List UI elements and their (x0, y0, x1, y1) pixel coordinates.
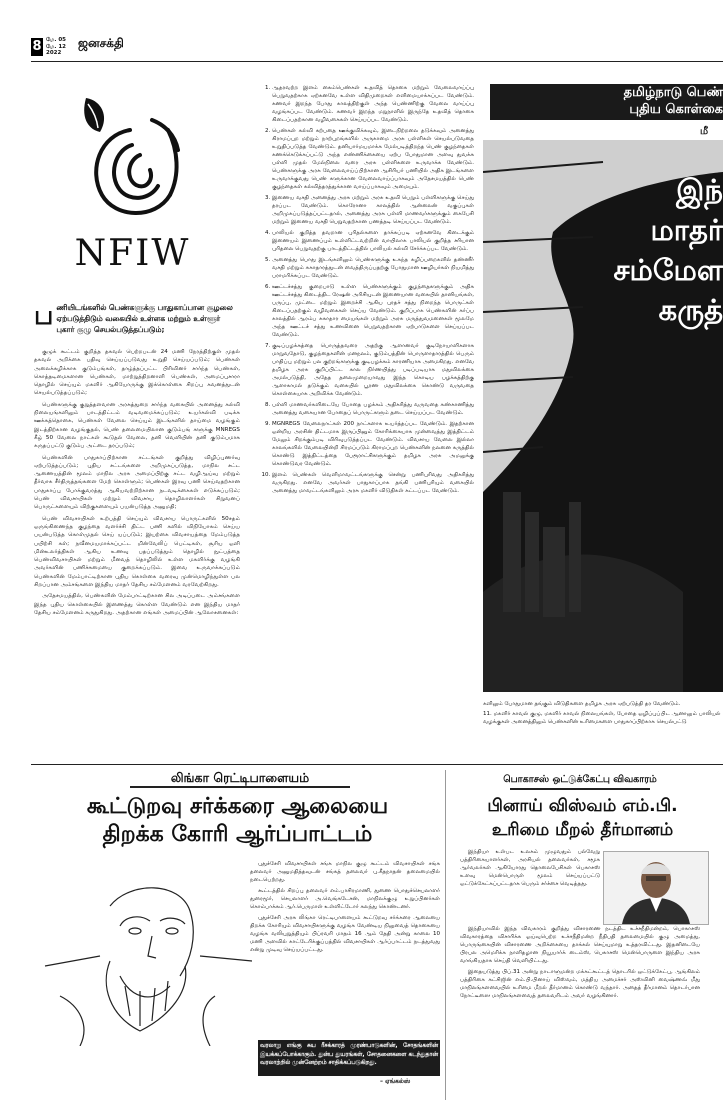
caption-line: களிலும் போதுமான தங்கும் விடுதிகளை தமிழக அரசு ஏற்படுத்தி தர வேண்டும். (483, 701, 681, 707)
body-paragraph: இந்தியாவில் இந்த விவகாரம் குறித்து விசாரணை நடத்திட உச்சநீதிமன்றம், பொகாசஸ் விவகாரத்தை விசாரிக்க ஓய்வுபெற்ற உச்சநீதிமன்ற நீதிபதி தலைமையில் குழு அமைத்து, பொருங்கையின் விசாரணை அறிக்கையை தாக்கல் செய்யுமாறு உத்தரவிட்டது. இதனிடையே பிரபல அமெரிக்க நாளிதழான நியூயார்க் டைம்ஸ், பெகாசஸ் மென்பொருளை இந்திய அரசு வாங்கியதாக செய்தி வெளியிட்டது. (460, 926, 700, 964)
header-rule (31, 61, 723, 62)
article1-body (250, 860, 440, 957)
date-line-2: மே. 12 (46, 43, 66, 50)
nfiw-logo-icon (70, 90, 192, 230)
body-paragraph: புதுச்சேரி அரசு லிங்கா ரெட்டிபாளையம் கூட்டுறவு சர்க்கரை ஆலையை திறக்க கோரியும் விவசாயிகளுக்கு வழங்க வேண்டிய நிலுவைத் தொகையை வழங்க வலியுறுத்தியும் பிப்ரவரி மாதம் 16 ஆம் தேதி அன்று காலை 10 மணி அளவில் காட்டேரிக்குப்பத்தில் விவசாயிகள் ஆர்ப்பாட்டம் நடத்துவது என்று முடிவு செய்யப்பட்டது. (250, 915, 440, 953)
body-paragraph: குழுக் கூட்டம் குறித்த தகவல் பெற்றபடன் 24 மணி நேரத்திற்குள் முதல் தகவல் அறிக்கை பதிவு செய்யப்படுவது உறுதி செய்யப்படும்; பெண்கள் அலைக்கழிக்காக குடும்பங்கள், தாழ்த்தப்பட்ட பிரிவினர் சார்ந்த பெண்கள், கொத்தடிமைகளான பெண்கள், மாற்றுத்திறனாளி பெண்கள், அமைப்புசாரா தொழில் செய்யும் மகளிர் ஆகியோருக்கு இக்கொள்கை சிறப்பு கவனத்துடன் செயல்படுத்தப்படும்; (34, 349, 240, 397)
masthead: ஜனசக்தி (78, 36, 124, 50)
list-item: 9. MGNREGS வேலைநாட்கள் 200 நாட்களாக உயர்த்தப்பட வேண்டும். இதற்கான ஒன்றிய அரசின் திட்டமாக இருப்பினும் கோரிக்கையாக முன்வைத்து இத்திட்டம் மேலும் சிறக்கும்படி விரிவுபடுத்தப்பட வேண்டும். விவசாய வேலை இல்லா காலங்களில் வேலையின்றி சிரமப்படும் கிராமப்புற பெண்களின் நலனை கருத்தில் கொண்டு இத்திட்டத்தை பேரூராட்சிகளுக்கும் தமிழக அரசு அமலுக்கு கொண்டுவர வேண்டும். (272, 420, 474, 468)
hero-big-line-4: கருத் (658, 293, 723, 327)
body-paragraph: கூட்டத்தில் சிறப்பு தலைவர் எம்.பாசிரமாணி, துணை பொதுச்செயலாளர் துரைமூர், செயலாளர் அ.வெங்கடேசன், மாநிலக்குழு உறுப்பினர்கள் கொம்பாக்கம் ஆர்.பெருமாள் உள்ளிட்டோர் கலந்து கொண்டனர். (250, 888, 440, 910)
drop-cap: ப (34, 301, 54, 331)
list-item: 1. ஆதரவற்ற இளம் கைம்பெண்கள் உதவித் தொகை மற்றும் வேலைவாய்ப்பு பெறுவதற்காக ஏற்கனவே உள்ள விதிமுறைகள் எளிமையாக்கப்பட வேண்டும். கணவர் இறந்த போது காலத்திற்குள் அந்த பெண்ணிற்கு வேலை வாய்ப்பு வழங்கப்பட வேண்டும். கணவர் இறந்த மறுநாளில் இருந்தே உதவித் தொகை கிடைப்பதற்கான வழிவகைகள் செய்யப்பட வேண்டும். (272, 84, 474, 124)
body-paragraph: இதையடுத்து பிப்.31 அன்று நாடாளுமன்ற மக்கட்கூட்டத் தொடரில் ஒட்டுக்கேட்பு, ஆங்கிலம் பத்திரிகை கட்சிஜின் எம்.பி.பினாய் விஸ்வம், மத்திய அமைச்சர் அஸ்வினி வைஷ்ணவ் மீது மாநிலங்களவையில் உரிமை மீறல் தீர்மானம் கொண்டு வந்தார். அதைத் தீர்மானம் தொடர்பான நோட்டீஸை மாநிலங்களவைத் தலைவரிடம் அவர் வழங்கினார். (460, 969, 700, 999)
body-paragraph: இந்தியா உள்பட உலகம் முழுவதும் பல்வேறு பத்திரிகையாளர்கள், அரசியல் தலைவர்கள், சமூக ஆர்வலர்கள் ஆகியோரது தொலைபேசிகள் பெகாசஸ் உளவு மென்பொருள் மூலம் செய்யப்பட்டு ஒட்டுக்கேட்கப்பட்டதாக பெரும் சர்ச்சை வெடித்தது. (460, 849, 600, 887)
article2-body-top (460, 848, 600, 891)
article2-kicker-underline (510, 788, 650, 790)
body-paragraph: அதேசமயத்தில், பெண்களின் மேம்பாட்டிற்கான சில அடிப்படை அம்சங்களை இந்த புதிய கொள்கையில் இணைத்து கொள்ள வேண்டும் என இந்திய மாதர் தேசிய சம்மேளனம் கருதுகிறது. அதற்கான எங்கள் அமைப்பின் ஆலோசனைகள்: (34, 593, 240, 616)
article1-kicker-underline (130, 786, 350, 788)
article1-headline-line-1: கூட்டுறவு சர்க்கரை ஆலையை (86, 794, 389, 819)
list-item: 8. பள்ளி மாணவர்களிடையே போதை பழக்கம் அதிகரித்து வருவதை கண்காணித்து அனைத்து வகையான போதைப் பொருட்களும் தடை செய்யப்பட வேண்டும். (272, 401, 474, 417)
body-paragraph: புதுச்சேரி விவசாயிகள் சங்க மாநில குழு கூட்டம் விவசாயிகள் சங்க தலைவர் அனுமதித்தவுடன் சங்கத் தலைவர் பு.கீதநாதன் தலைமையில் நடைபெற்றது. (250, 861, 440, 883)
hero-title-banner (490, 84, 723, 120)
article1-headline-line-2: திறக்க கோரி ஆர்ப்பாட்டம் (102, 822, 373, 847)
article1-kicker: லிங்கா ரெட்டிபாளையம் (170, 770, 310, 785)
article2-body-bottom (460, 925, 700, 1003)
intro-text: ணியிடங்களில் பெண்களுக்கு பாதுகாப்பான சூழலை ஏற்படுத்திடும் வகையில் உள்ளக மற்றும் உள்ளூர் புகார் குழு செயல்படுத்தப்படும்; (56, 303, 233, 334)
article2-headline-line-2: உரிமை மீறல் தீர்மானம் (491, 820, 674, 840)
intro-paragraph (34, 302, 240, 335)
hero-title-line-1: தமிழ்நாடு பெண் (623, 85, 723, 100)
body-paragraph: பெண்களின் பாதுகாப்பிற்கான சட்டங்கள் குறித்து விழிப்புணர்வு ஏற்படுத்தப்படும்; புதிய சட்டங்களை அறிமுகப்படுத்த, மாநில சட்ட ஆணையத்தின் மூலம் மாநில அரசு அமைப்பிற்கு சட்ட வழிஆய்வு மற்றும் தீர்வாக சீர்திருத்தங்களை மேற் கொள்ளும்; பெண்கள் இரவு பணி செய்வதற்கான பாதுகாப்பு போக்குவரத்து ஆகியவற்றிற்கான நடவடிக்கைகள் எடுக்கப்படும்; பெண் விவசாயிகள் மற்றும் விவசாய தொழிலாளர்கள் சிறுவனப் பொருட்களையும் விற்குகளையும் பயன்படுத்த அனுமதி; (34, 454, 240, 511)
caption-line: 11. மகளிர் காவல் குழு, மகளிர் காவல் நிலையங்கள், போதை ஒழிப்புப்பிட ஆனாலும் பாலியல் வழக்குகள் அனைத்திலும் பெண்களின் உரிமைகளை பாதுகாப்பிற்காக செயல்பட்டு (483, 711, 721, 725)
hero-big-line-3: சம்மேள (613, 253, 723, 287)
hero-illustration (483, 72, 723, 692)
hero-subtitle: மீ (700, 126, 709, 137)
article2-kicker: பொகாசஸ் ஒட்டுக்கேட்பு விவகாரம் (503, 774, 657, 785)
article2-headline-line-1: பினாய் விஸ்வம் எம்.பி. (487, 796, 678, 816)
list-item: 2. பெண்கள் கல்வி கற்பதை ஊக்குவிக்கவும், இடைநிற்றலை தடுக்கவும் அனைத்து கிராமப்புற மற்றும் நாற்புறங்களில் அருகாமை அரசு பள்ளிகள் செயல்படுவதை உறுதிப்படுத்த வேண்டும். தனியார்மயமாக்க மேல்படித்திறந்த பெண் குழந்தைகள் கணக்கெடுக்கப்பட்டு அந்த எண்ணிக்கையை ஏற்ப போதுமான அளவு துவக்க பள்ளி முதல் மேல்நிலை வரை அரசு பள்ளிகளை உருவாக்க வேண்டும். பெண்களுக்கு அரசு வேலைவாய்ப்பிற்கான ஆசிரியர் பணியில் அதிக இடங்களை உருவாக்குவது பெண் களுக்கான வேலைவாய்ப்பாகவும் அதேசமயத்தில் பெண் குழந்தைகள் கல்வித்தரத்துக்கான வாய்ப்பாகவும் அமையும். (272, 127, 474, 191)
hero-big-line-2: மாதர் (650, 213, 723, 247)
body-paragraph: பெண்களுக்கு குறுத்தளவான அரசுத்துறை சார்ந்த வகையில் அனைத்து கல்வி நிலையங்களிலும் பாடத்திட்டம் வடிவமைக்கப்படும்; உயர்கல்வி படிக்க ஊக்கத்தொகை, பெண்கள் வேலை செய்யும் இடங்களில் தாய்மை வழங்கும் இடத்திற்கான வழங்குதல், பெண் தலைமையிலான குடும்பங் களுக்கு MNREGS கீழ் 50 வேலை நாட்கள் கூடுதல் வேலை, தனி வெளியின் தனி குடும்பமாக கருதப்பட்டு குடும்ப அட்டை தரப்படும்; (34, 401, 240, 450)
hero-big-line-1: இந் (676, 173, 723, 207)
engels-portrait-icon (40, 866, 252, 1046)
binoy-viswam-photo-icon (603, 851, 709, 925)
section-rule (31, 764, 723, 765)
list-item: 5. அனைத்து பொது இடங்களிலும் பெண்களுக்கு உகந்த கழிப்பறைகளில் தண்ணீர் வசதி மற்றும் சுகாதாரத்துடன் வைத்திருப்பதற்கு போதுமான ஊழியர்கள் நியமித்து பராமரிக்கப்பட வேண்டும். (272, 256, 474, 280)
hero-big-text (592, 170, 723, 330)
column-divider (445, 770, 446, 1100)
body-paragraph: பெண் விவசாயிகள் உற்பத்தி செய்யும் விவசாய பொருட்களில் 50சதம் ஒருங்கிணைந்த குழந்தை வளர்ச்சி திட்ட பணி களில் விநியோகம் செய்ய பயன்படுத்த கொள்முதல் செய் யப்படும்; இயற்கை விவசாயத்தை மேம்படுத்த பயிற்சி கள்; நவீனமயமாக்கப்பட்ட மின்வேலிப் பெட்டிகள், சூரிய ஒளி மின்உலர்த்திகள் ஆகிய உணவு பதப்படுத்தும் தொழில் நுட்பத்தை பெண்விவசாயிகள் மற்றும் மீனவத் தொழிலில் உள்ள மகளிர்க்கு வழங்கி அவர்களின் பணிச்சுமையை குறைக்கப்படும். இவை உருவாக்கப்படும் பெண்களின் மேம்பாட்டிற்கான புதிய கொள்கை வரைவு முன்மொழிந்துள்ள பல சிறப்பான அம்சங்களை இந்திய மாதர் தேசிய சம்மேளனம் வரவேற்கிறது. (34, 515, 240, 589)
recommendations-list (254, 84, 474, 498)
list-item: 7. குடிப்பழக்கத்தை பொருத்தவரை அதற்கு ஆளானவர் குடிநோயாளிகளாக மாறுவதோடு, குழந்தைகளின் மனநலம், குடும்பத்தின் பொருளாதாரத்தில் பெரும் பாதிப்பு மற்றும் பல குற்றங்களுக்கு குடிபழக்கம் காரணியாக அமைகிறது. எனவே தமிழக அரசு குறிப்பிட்ட கால நிர்ணயித்து படிப்படியாக மதுவிலக்கை அமல்படுத்தி, அதேத தலைமுறையாவது இந்த கொடிய பழக்கத்திற்கு ஆளாகாமல் தடுக்கும் வகையில் பூரண மதுவிலக்கை கொண்டு வருவதை கொள்கையாக அறிவிக்க வேண்டும். (272, 342, 474, 398)
date-line-3: 2022 (46, 50, 62, 56)
list-item: 6. ஊட்டச்சத்து குறைபாடு உள்ள பெண்களுக்கும் குழந்தைகளுக்கும் அதிக ஊட்டச்சத்து கிடைத்திட ரேஷன் அரிசியுடன் இணையான வகையில் தானியங்கள், பருப்பு, முட்டை மற்றும் இறைச்சி ஆகிய புரதச் சத்து நிறைந்த பொருட்கள் கிடைப்பதற்கும் வழிவகைகள் செய்ய வேண்டும். குறிப்பாக பெண்களின் கர்ப்ப காலத்தில் ஆரம்ப சுகாதார மையங்கள் மற்றும் அரசு மருத்துவமனைகள் மூலமே அந்த ஊட்டச் சத்து உணவினை பெறுவதற்கான ஏற்பாடுகளை செய்யப்பட வேண்டும். (272, 283, 474, 339)
hero-title-line-2: புதிய கொள்கை (629, 102, 723, 117)
list-item: 4. பாலியல் குறித்த தவறான புரிதல்களை தாக்கப்படி ஏற்கனவே கிடைக்கும் இணையம் இணைப்பும் உள்ளிட்டவற்றின் வாயிலாக பாலியல் குறித்த சரியான புரிதலை பெறுவதற்கு பாடத்திட்டத்தில் பாலியல் கல்வி சேர்க்கப்பட வேண்டும். (272, 229, 474, 253)
page-number: 8 (32, 39, 42, 54)
date-line-1: மே. 05 (46, 37, 66, 43)
article1-headline (40, 793, 435, 849)
article2-headline (455, 794, 710, 842)
left-column-body (34, 348, 240, 620)
hero-art-icon (483, 72, 723, 692)
image-caption (483, 700, 723, 728)
nfiw-logo-text: NFIW (74, 233, 191, 274)
list-item: 10. இளம் பெண்கள் வெளிமாவட்டங்களுக்கு சென்று பணிபுரிவது அதிகரித்து வருகிறது. எனவே அவர்கள் பாதுகாப்பாக தங்கி பணிபுரியும் வகையில் அனைத்து மாவட்டங்களிலும் அரசு மகளிர் விடுதிகள் கட்டப்பட வேண்டும். (272, 471, 474, 495)
issue-date (46, 37, 76, 57)
quote-attribution: – ஏங்கல்ஸ் (380, 1078, 411, 1085)
list-item: 3. இணைய வசதி அனைத்து அரசு மற்றும் அரசு உதவி பெறும் பள்ளிகளுக்கு செய்து தரப்பட வேண்டும். கொரோனா காலத்தில் ஆன்லைன் வகுப்புகள் அறிமுகப்படுத்தப்பட்டதால், அனைத்து அரசு பள்ளி மாணவர்களுக்கும் கைபேசி மற்றும் இணைய வசதி பெறுவதற்கான பணத்தடி செய்யப்பட வேண்டும். (272, 194, 474, 226)
quote-text: வரலாறு எங்கு சுய ரீசக்காரத் முரண்பாடுகளின், சோதங்களின் இயக்கப்போக்காகும். துன்ப துயரங்கள், சோதனைகளை கடந்துதான் வரலாற்றில் முன்னேற்றம் சாதிக்கப்படுகிறது. (260, 1043, 438, 1067)
